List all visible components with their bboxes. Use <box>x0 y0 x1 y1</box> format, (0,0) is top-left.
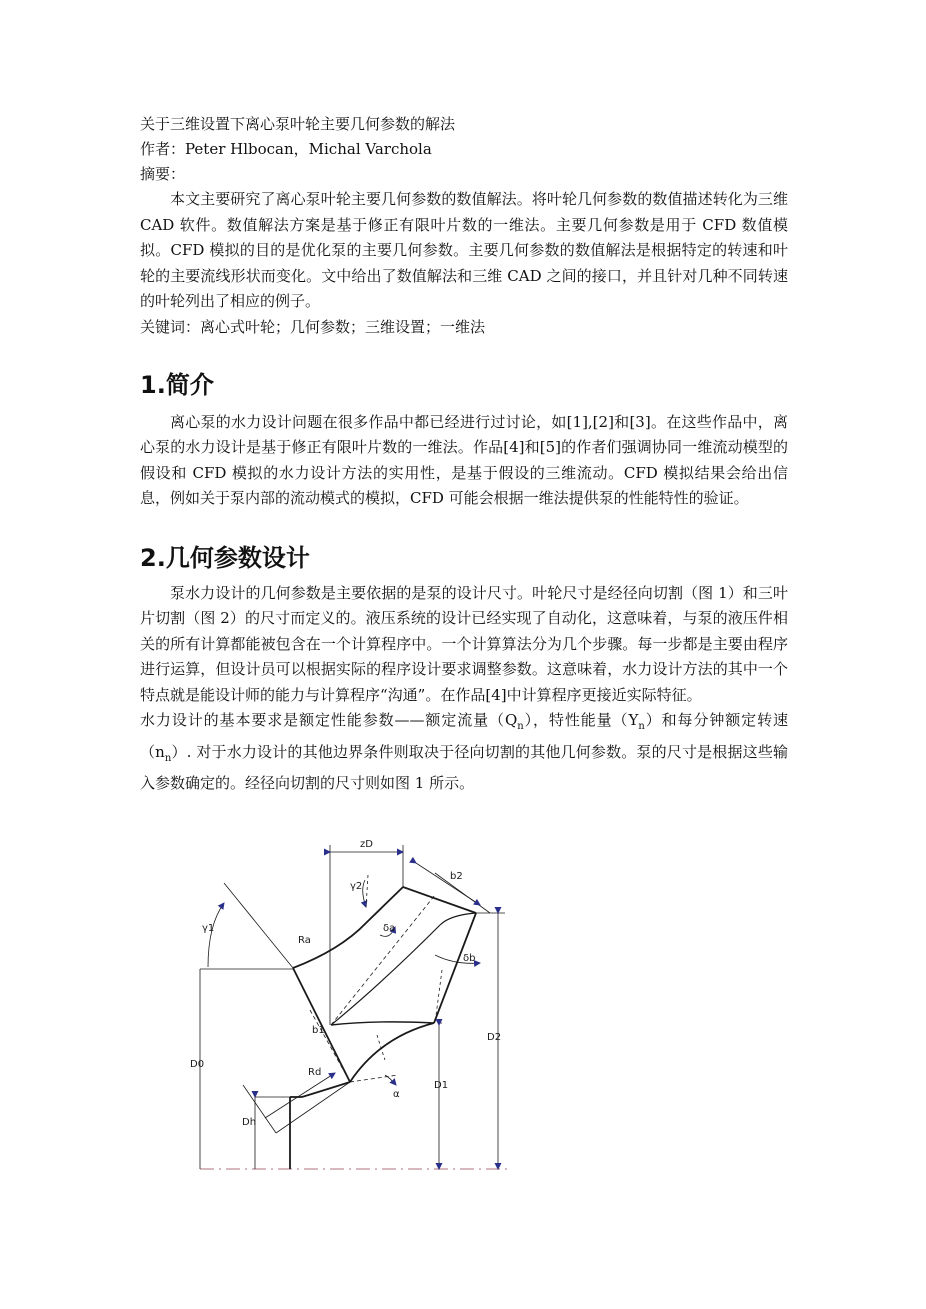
abstract-text: 本文主要研究了离心泵叶轮主要几何参数的数值解法。将叶轮几何参数的数值描述转化为三维 CAD 软件。数值解法方案是基于修正有限叶片数的一维法。主要几何参数是用于 CFD 数值模拟。CFD 模拟的目的是优化泵的主要几何参数。主要几何参数的数值解法是根据特定的转速和叶轮的主要流线形状而变化。文中给出了数值解法和三维 CAD 之间的接口，并且针对几种不同转速的叶轮列出了相应的例子。 <box>140 190 788 310</box>
geometry-paragraph-2: 水力设计的基本要求是额定性能参数——额定流量$(Q_n)$，特性能量$(Y_n)$和每分钟额定转速$(n_n)$. 对于水力设计的其他边界条件则取决于径向切割的其他几何参数。泵的尺寸是根据这些输入参数确定的。经径向切割的尺寸则如图 1 所示。 <box>140 711 788 792</box>
label-delta-a: δa <box>383 923 396 934</box>
label-gamma1: γ1 <box>202 923 215 934</box>
label-b1: b1 <box>312 1025 325 1036</box>
document-title: 关于三维设置下离心泵叶轮主要几何参数的解法 <box>140 115 456 133</box>
label-D2: D2 <box>487 1032 502 1043</box>
section-heading-intro: 1.简介 <box>140 370 214 399</box>
keywords: 关键词：离心式叶轮；几何参数；三维设置；一维法 <box>140 317 486 336</box>
document-body <box>140 112 788 797</box>
label-alpha: α <box>393 1089 400 1100</box>
hub-outline <box>290 1082 350 1169</box>
label-delta-b: δb <box>463 953 476 964</box>
impeller-radial-section-figure <box>180 835 525 1175</box>
geometry-paragraph-1: 泵水力设计的几何参数是主要依据的是泵的设计尺寸。叶轮尺寸是经径向切割（图 1）和三叶片切割（图 2）的尺寸而定义的。液压系统的设计已经实现了自动化，这意味着，与泵的液压件相关的所有计算都能被包含在一个计算程序中。一个计算算法分为几个步骤。每一步都是主要由程序进行运算，但设计员可以根据实际的程序设计要求调整参数。这意味着，水力设计方法的其中一个特点就是能设计师的能力与计算程序“沟通”。在作品[4]中计算程序更接近实际特征。 <box>140 583 788 704</box>
abstract-label: 摘要： <box>140 165 186 183</box>
section-heading-geometry: 2.几何参数设计 <box>140 543 310 572</box>
intro-paragraph: 离心泵的水力设计问题在很多作品中都已经进行过讨论，如[1],[2]和[3]。在这些作品中，离心泵的水力设计是基于修正有限叶片数的一维法。作品[4]和[5]的作者们强调协同一维流动模型的假设和 CFD 模拟的水力设计方法的实用性，是基于假设的三维流动。CFD 模拟结果会给出信息，例如关于泵内部的流动模式的模拟，CFD 可能会根据一维法提供泵的性能特性的验证。 <box>140 412 788 507</box>
label-D0: D0 <box>190 1059 205 1070</box>
label-gamma2: γ2 <box>350 881 363 892</box>
label-Rd: Rd <box>308 1067 322 1078</box>
label-Ra: Ra <box>298 935 311 946</box>
impeller-profile <box>293 887 476 1082</box>
figure-drawing <box>180 835 525 1175</box>
label-b2: b2 <box>450 871 463 882</box>
label-D1: D1 <box>434 1080 449 1091</box>
document-authors: 作者：Peter Hlbocan，Michal Varchola <box>140 140 432 158</box>
label-Dh: Dh <box>242 1117 257 1128</box>
label-zD: zD <box>360 839 373 850</box>
